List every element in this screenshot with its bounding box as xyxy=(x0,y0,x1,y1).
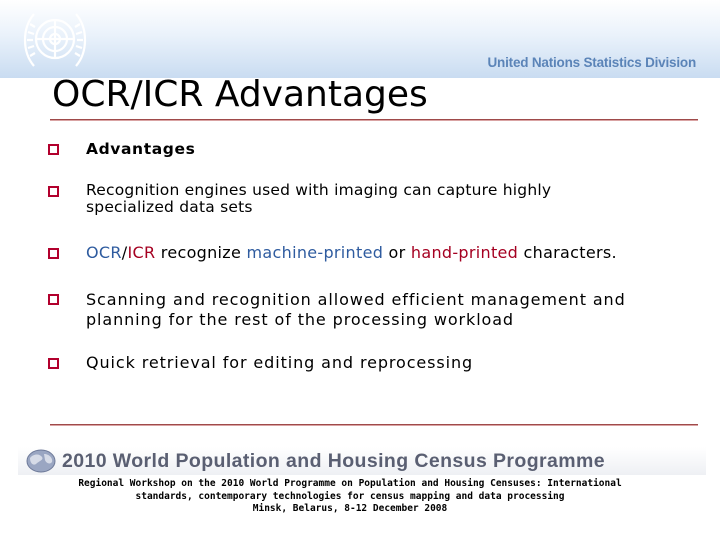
footer-line: Minsk, Belarus, 8-12 December 2008 xyxy=(252,503,448,514)
bullet-square-icon xyxy=(48,294,59,305)
un-emblem-icon xyxy=(20,8,90,72)
banner-title: 2010 World Population and Housing Census Programme xyxy=(62,450,605,472)
division-logo-text: United Nations Statistics Division xyxy=(487,55,696,70)
bullet-line: Recognition engines used with imaging can capture highly xyxy=(86,181,552,199)
recognize-text: recognize xyxy=(155,243,247,262)
bullet-line: Scanning and recognition allowed efficient management and xyxy=(86,290,626,309)
census-banner xyxy=(18,447,706,475)
globe-icon xyxy=(24,448,58,474)
bullet-square-icon xyxy=(48,144,59,155)
title-divider xyxy=(50,119,698,121)
slide-title: OCR/ICR Advantages xyxy=(52,74,428,115)
bullet-square-icon xyxy=(48,186,59,197)
footer-line: standards, contemporary technologies for census mapping and data processing xyxy=(135,490,565,502)
or-text: or xyxy=(383,243,411,262)
bullet-square-icon xyxy=(48,358,59,369)
ocr-term: OCR xyxy=(86,243,122,262)
bullet-text: Advantages xyxy=(86,140,196,158)
bullet-text xyxy=(86,182,686,216)
slash-text: / xyxy=(121,243,128,262)
bullet-text xyxy=(86,290,686,330)
bullet-line: planning for the rest of the processing workload xyxy=(86,310,514,329)
bullet-line: specialized data sets xyxy=(86,198,253,216)
icr-term: ICR xyxy=(127,243,156,262)
machine-printed-term: machine-printed xyxy=(246,243,384,262)
bullet-text xyxy=(86,244,686,262)
footer-line: Regional Workshop on the 2010 World Programme on Population and Housing Censuses: International xyxy=(78,478,622,489)
header-band xyxy=(0,0,720,78)
bullet-text: Quick retrieval for editing and reprocessing xyxy=(86,353,474,372)
footer-citation xyxy=(40,478,660,516)
footer-divider xyxy=(50,424,698,426)
characters-text: characters. xyxy=(518,243,617,262)
bullet-square-icon xyxy=(48,248,59,259)
hand-printed-term: hand-printed xyxy=(410,243,519,262)
